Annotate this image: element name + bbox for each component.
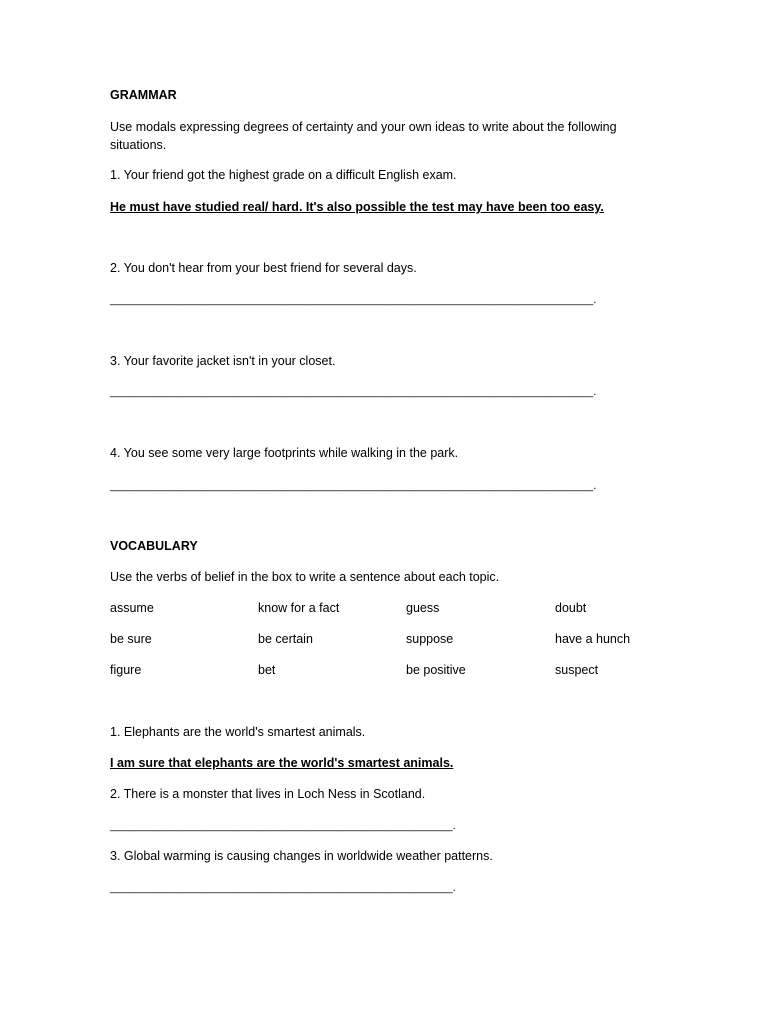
vocab-word: be sure bbox=[110, 632, 152, 646]
grammar-answer-1: He must have studied real/ hard. It's also possible the test may have been too easy. bbox=[110, 200, 604, 214]
vocabulary-word-box bbox=[110, 600, 670, 693]
vocab-word: bet bbox=[258, 663, 276, 677]
vocab-word: suspect bbox=[555, 663, 599, 677]
grammar-prompt-4: 4. You see some very large footprints while walking in the park. bbox=[110, 446, 459, 460]
grammar-prompt-2: 2. You don't hear from your best friend for several days. bbox=[110, 261, 417, 275]
vocab-word: be certain bbox=[258, 632, 313, 646]
vocabulary-prompt-3: 3. Global warming is causing changes in worldwide weather patterns. bbox=[110, 849, 493, 863]
grammar-answer-blank-4[interactable]: _______________________________________________________________________________. bbox=[110, 480, 597, 492]
grammar-answer-blank-3[interactable]: _______________________________________________________________________________. bbox=[110, 386, 597, 398]
vocab-word: suppose bbox=[406, 632, 454, 646]
vocab-word: figure bbox=[110, 663, 142, 677]
grammar-answer-blank-2[interactable]: _______________________________________________________________________________. bbox=[110, 294, 597, 306]
vocabulary-instructions: Use the verbs of belief in the box to write a sentence about each topic. bbox=[110, 570, 500, 584]
vocab-word: know for a fact bbox=[258, 601, 340, 615]
vocabulary-answer-1: I am sure that elephants are the world's smartest animals. bbox=[110, 756, 454, 770]
vocabulary-answer-blank-3[interactable]: ________________________________________________________. bbox=[110, 882, 456, 894]
vocabulary-prompt-1: 1. Elephants are the world's smartest animals. bbox=[110, 725, 366, 739]
vocabulary-prompt-2: 2. There is a monster that lives in Loch Ness in Scotland. bbox=[110, 787, 426, 801]
vocabulary-answer-blank-2[interactable]: ________________________________________________________. bbox=[110, 820, 456, 832]
vocab-word: assume bbox=[110, 601, 154, 615]
grammar-heading: GRAMMAR bbox=[110, 88, 177, 102]
grammar-prompt-1: 1. Your friend got the highest grade on a difficult English exam. bbox=[110, 168, 457, 182]
vocab-word: guess bbox=[406, 601, 440, 615]
vocab-word: doubt bbox=[555, 601, 587, 615]
vocab-word: have a hunch bbox=[555, 632, 631, 646]
grammar-instructions: Use modals expressing degrees of certainty and your own ideas to write about the following situations. bbox=[110, 120, 617, 152]
vocabulary-heading: VOCABULARY bbox=[110, 539, 198, 553]
vocab-word: be positive bbox=[406, 663, 466, 677]
grammar-prompt-3: 3. Your favorite jacket isn't in your closet. bbox=[110, 354, 336, 368]
